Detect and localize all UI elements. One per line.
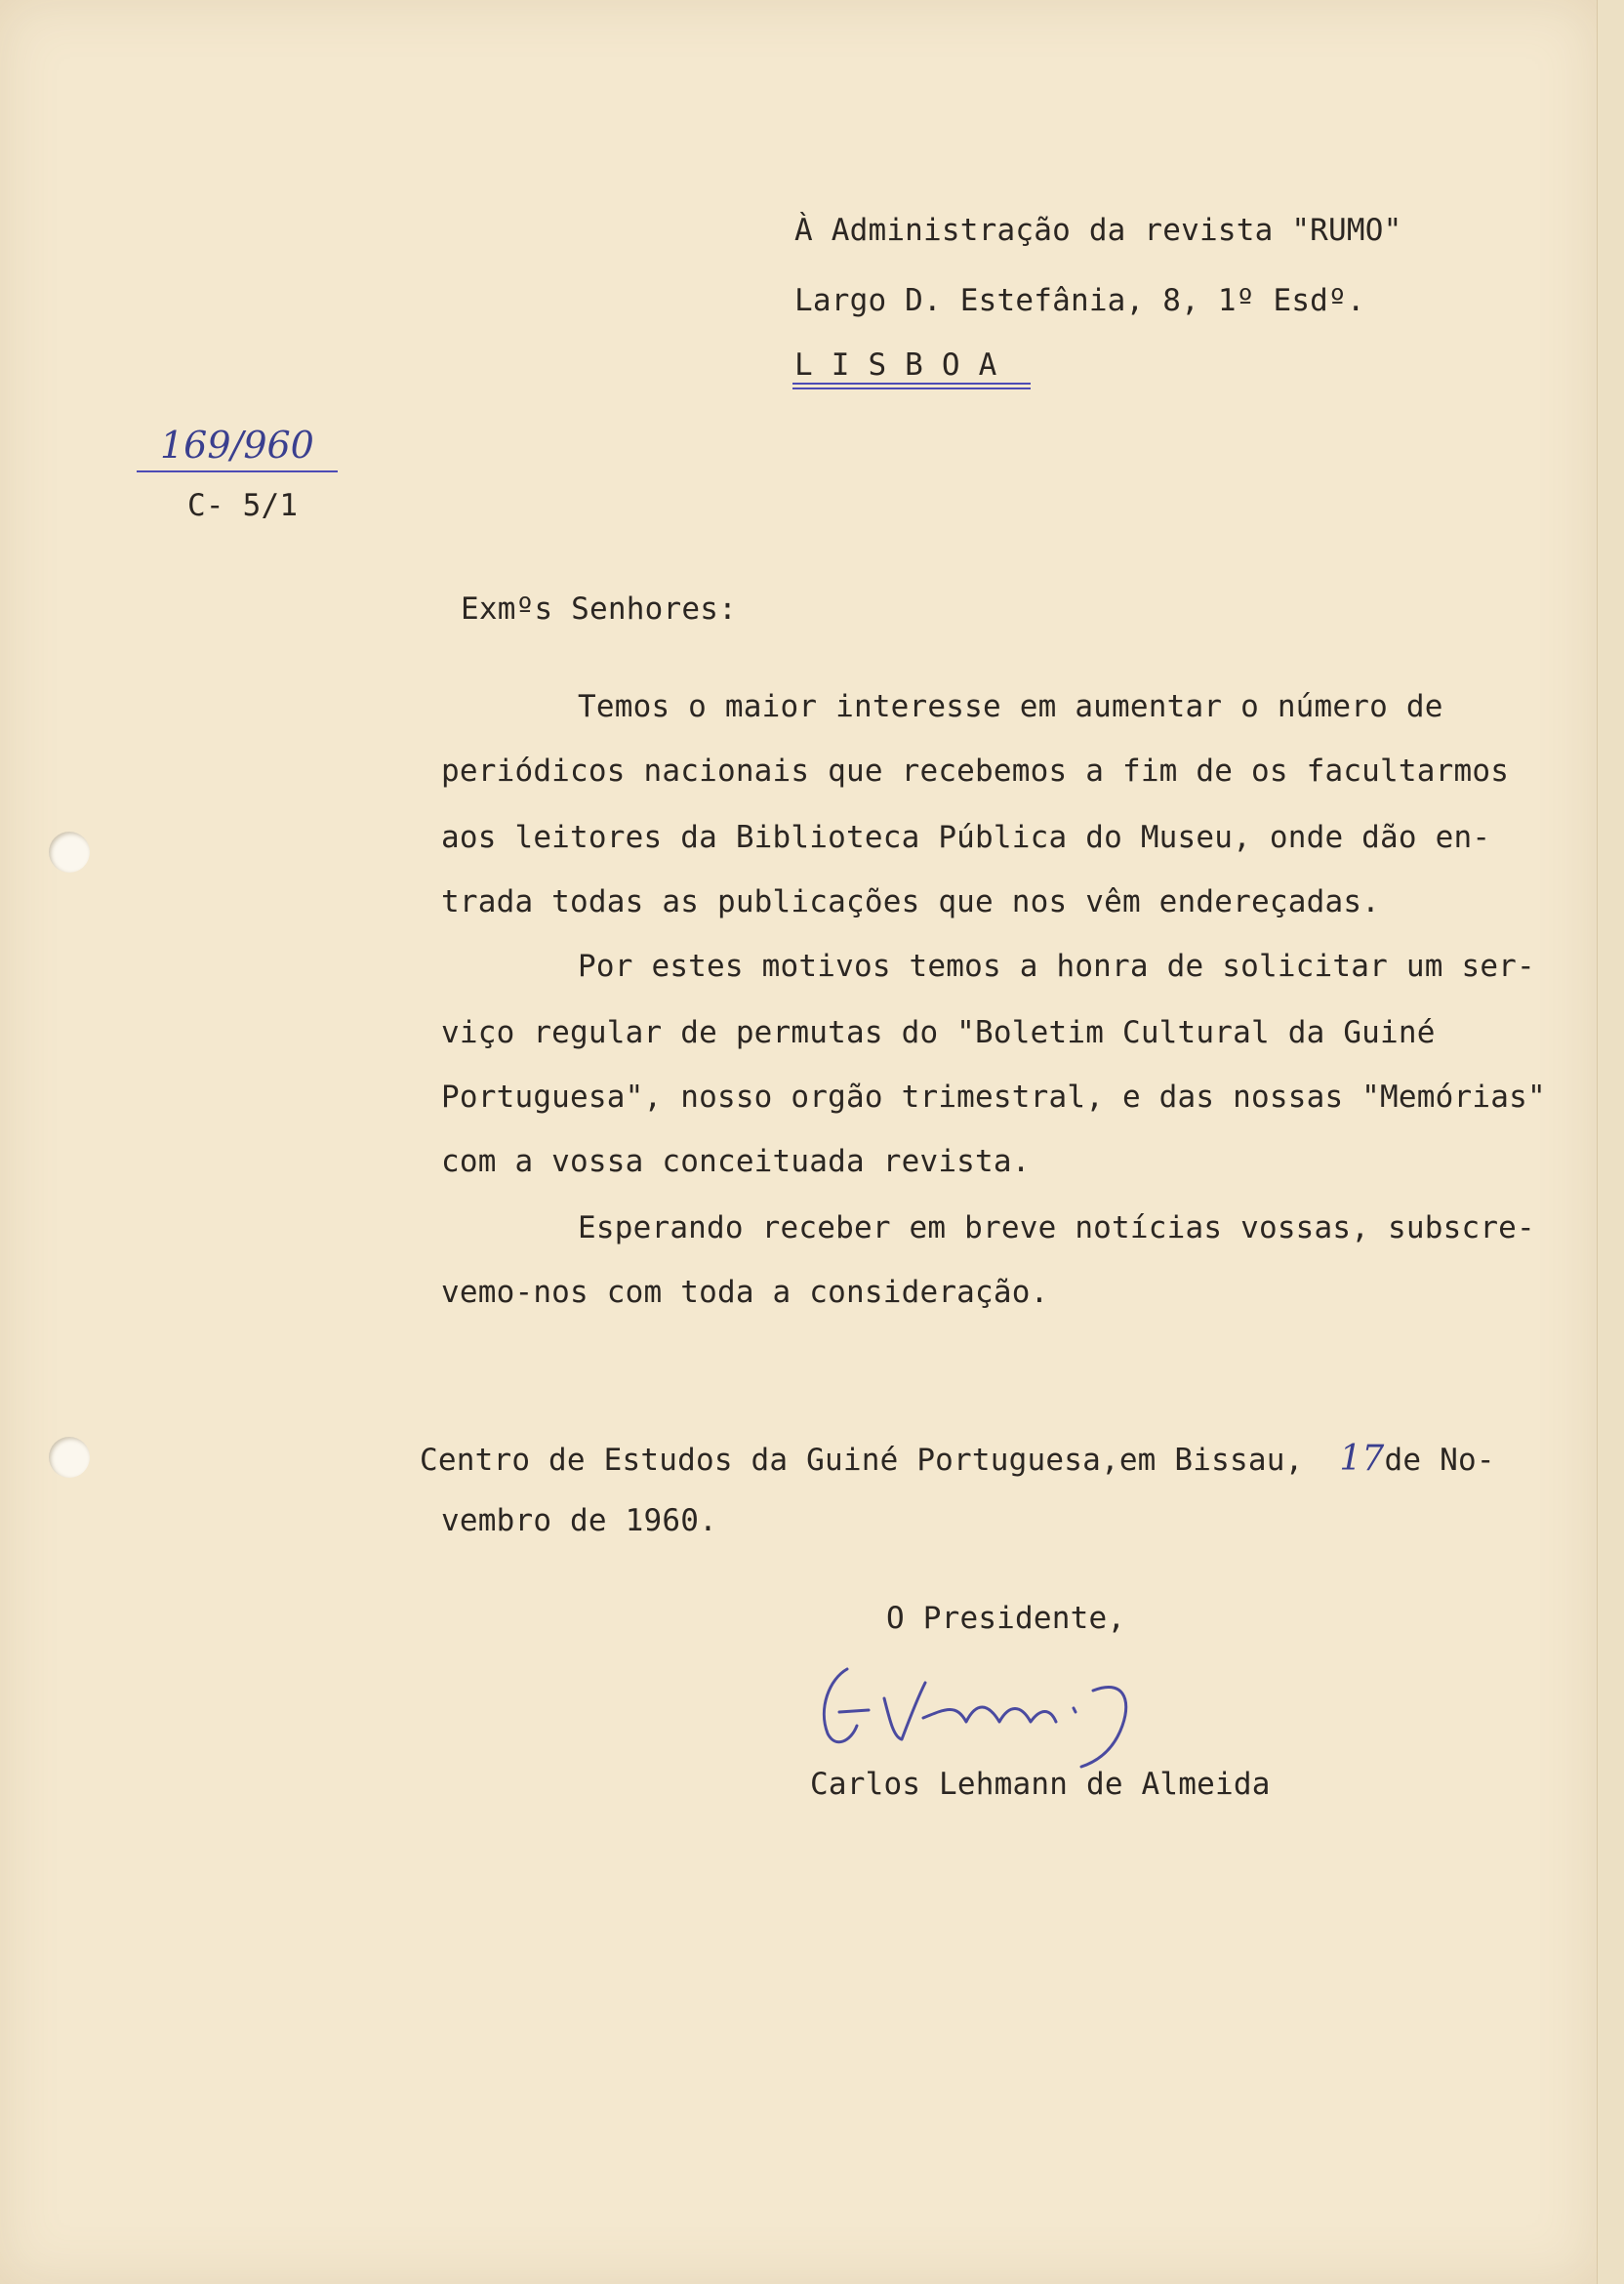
body-line: com a vossa conceituada revista. [441,1144,1031,1179]
dateline-day: 17 [1339,1439,1385,1479]
reference-underline [137,470,338,472]
recipient-line-2: Largo D. Estefânia, 8, 1º Esdº. [794,283,1365,318]
reference-number: 169/960 [160,424,314,467]
signatory-name: Carlos Lehmann de Almeida [810,1767,1271,1802]
body-line: vemo-nos com toda a consideração. [441,1275,1049,1310]
dateline-month-start: de No- [1384,1443,1495,1478]
body-line: aos leitores da Biblioteca Pública do Museu, onde dão en- [441,820,1491,855]
dateline-line-1 [420,1439,1495,1479]
city-underline [792,383,1031,389]
body-line: viço regular de permutas do "Boletim Cultural da Guiné [441,1015,1436,1050]
punch-hole-top [49,832,90,873]
recipient-line-1: À Administração da revista "RUMO" [794,213,1402,248]
reference-code: C- 5/1 [187,488,299,523]
signature-icon [800,1640,1230,1786]
dateline-line-2: vembro de 1960. [441,1503,717,1538]
body-line: periódicos nacionais que recebemos a fim de os facultarmos [441,754,1510,789]
punch-hole-bottom [49,1437,90,1478]
recipient-city: L I S B O A [794,347,997,383]
body-line: Temos o maior interesse em aumentar o número de [578,689,1443,724]
page-edge [1597,0,1624,2284]
body-line: Esperando receber em breve notícias vossas, subscre- [578,1210,1535,1245]
body-line: Por estes motivos temos a honra de solicitar um ser- [578,949,1535,984]
salutation: Exmºs Senhores: [461,591,737,627]
dateline-place: Centro de Estudos da Guiné Portuguesa,em Bissau, [420,1443,1304,1478]
body-line: trada todas as publicações que nos vêm endereçadas. [441,884,1381,919]
closing-title: O Presidente, [886,1601,1126,1636]
body-line: Portuguesa", nosso orgão trimestral, e das nossas "Memórias" [441,1080,1546,1115]
